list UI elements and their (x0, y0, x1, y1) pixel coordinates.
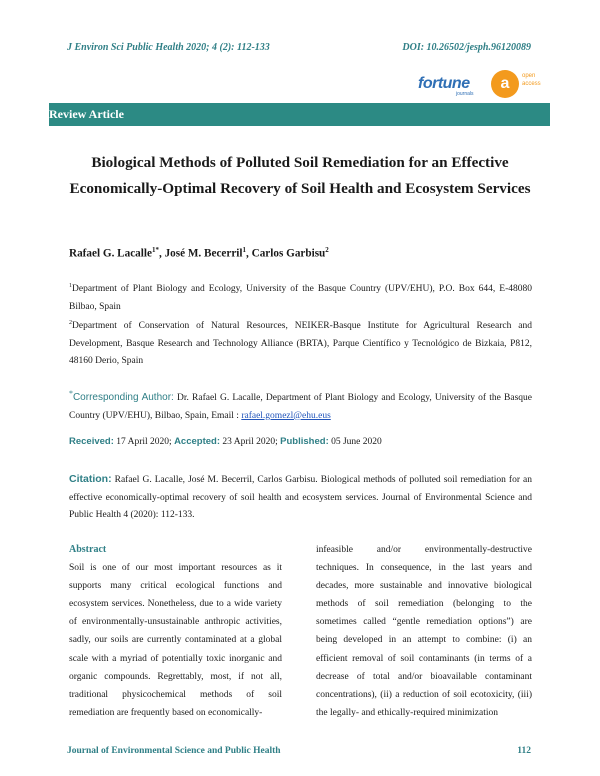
email-link[interactable]: rafael.gomezl@ehu.eus (241, 410, 331, 421)
journal-reference: J Environ Sci Public Health 2020; 4 (2): 112-133 (67, 42, 270, 53)
abstract-text: Soil is one of our most important resources as it supports many critical ecological functions and ecosystem services. Nonetheless, due to a wide variety of environmentally-unsustainable anthropic activities, sadly, our soils are currently contaminated at a global scale with a myriad of potentially toxic inorganic and organic compounds. Regrettably, most, if not all, traditional physicochemical methods of soil remediation are frequently based on economically- (69, 563, 282, 718)
abstract-heading: Abstract (69, 544, 107, 555)
published-date: 05 June 2020 (331, 437, 382, 447)
received-date: 17 April 2020; (116, 437, 172, 447)
logo-brand: fortune (418, 75, 470, 92)
corresponding-label: Corresponding Author: (72, 392, 174, 404)
affiliation-1: $^1$Department of Plant Biology and Ecology, University of the Basque Country (UPV/EHU), P.O. Box 644, E-48080 Bilbao, Spain (69, 283, 532, 312)
article-type-banner (49, 103, 550, 126)
page-number: 112 (517, 746, 531, 756)
article-type: Review Article (49, 107, 124, 121)
abstract-left-column (69, 541, 282, 722)
author-name: Carlos Garbisu (251, 247, 326, 260)
citation: Citation: Rafael G. Lacalle, José M. Becerril, Carlos Garbisu. Biological methods of polluted soil remediation for an effective economically-optimal recovery of soil health and ecosystem services. Journal of Environmental Science and Public Health 4 (2020): 112-133. (69, 473, 532, 520)
logo-sub: journals (456, 91, 474, 97)
article-title: Biological Methods of Polluted Soil Remediation for an Effective Economically-Optimal Recovery of Soil Health and Ecosystem Services (69, 154, 531, 197)
footer-journal: Journal of Environmental Science and Public Health (67, 746, 281, 756)
affiliation-2: $^2$Department of Conservation of Natural Resources, NEIKER-Basque Institute for Agricultural Research and Development, Basque Research and Technology Alliance (BRTA), Parque Científico y Tecnológico de Bizkaia, P812, 48160 Derio, Spain (69, 320, 532, 367)
article-dates: Received: 17 April 2020; Accepted: 23 April 2020; Published: 05 June 2020 (69, 436, 382, 447)
publisher-logo (418, 68, 540, 102)
author-name: José M. Becerril (164, 247, 243, 260)
accepted-date: 23 April 2020; (222, 437, 278, 447)
corresponding-author: *Corresponding Author: Dr. Rafael G. Lacalle, Department of Plant Biology and Ecology, University of the Basque Country (UPV/EHU), Bilbao, Spain, Email : rafael.gomezl@ehu.eus (69, 389, 532, 421)
logo-open-access: open access (522, 73, 541, 87)
logo-circle-icon: a (491, 70, 519, 98)
citation-label: Citation: (69, 473, 112, 485)
abstract-right-column (316, 541, 532, 722)
author-list: Rafael G. Lacalle$^{1*}$, José M. Becerril$^1$, Carlos Garbisu$^2$ (69, 246, 329, 260)
abstract-text: infeasible and/or environmentally-destructive techniques. In consequence, in the last years and decades, more sustainable and innovative biological methods of soil remediation (belonging to the sometimes called “gentle remediation options”) are being developed in an attempt to combine: (i) an efficient removal of soil contaminants (in terms of a decrease of total and/or bioavailable contaminant concentrations), (ii) a reduction of soil ecotoxicity, (iii) the legally- and ethically-required minimization (316, 545, 532, 718)
doi: DOI: 10.26502/jesph.96120089 (402, 42, 531, 53)
author-name: Rafael G. Lacalle (69, 247, 152, 260)
